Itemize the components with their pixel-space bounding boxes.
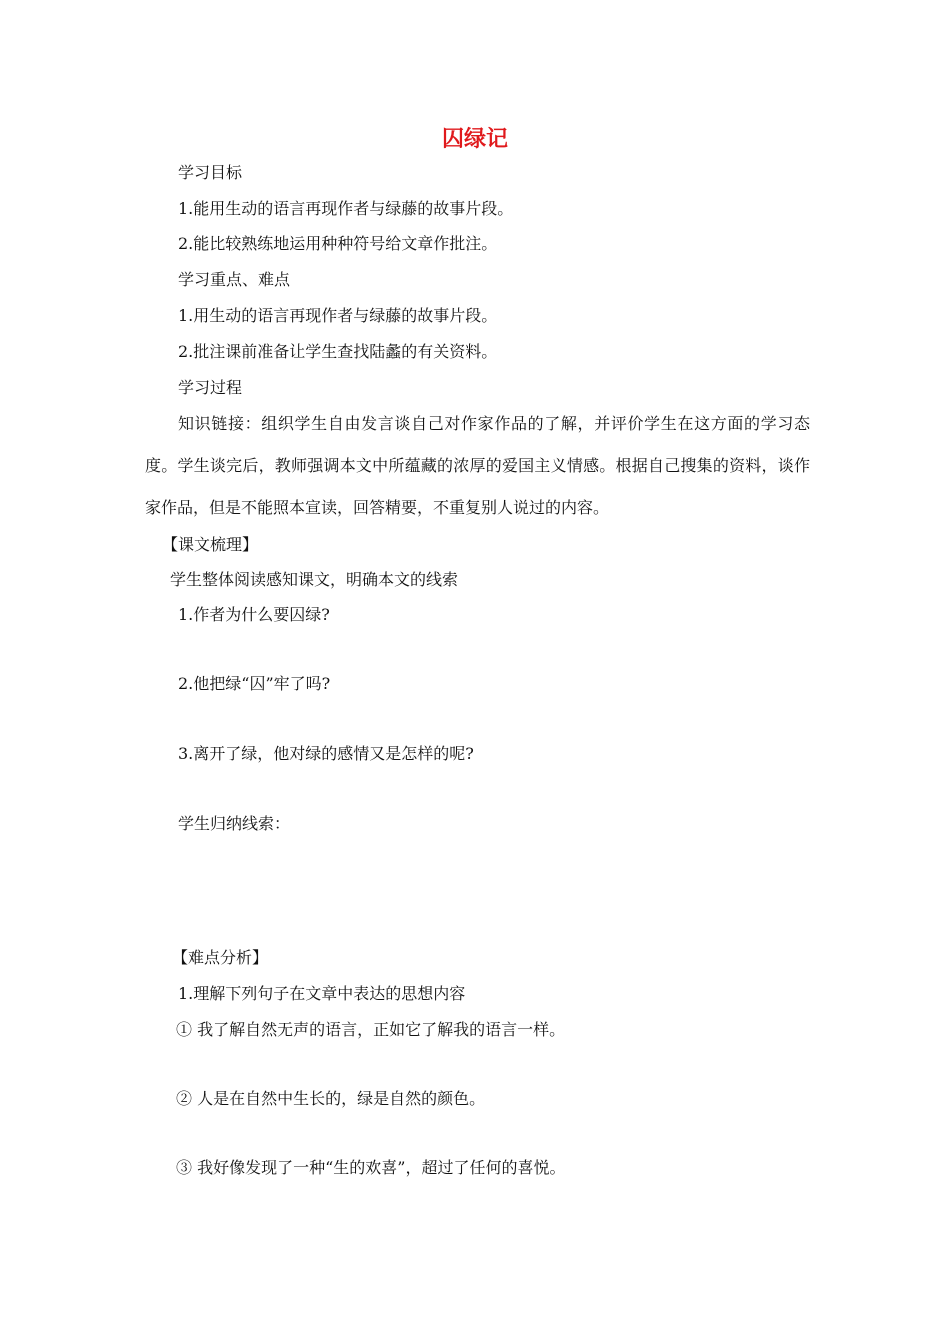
process-heading: 学习过程 (178, 378, 243, 397)
page-title: 囚绿记 (441, 127, 508, 152)
question-item: 3.离开了绿，他对绿的感情又是怎样的呢? (178, 744, 474, 763)
clue-summary-prompt: 学生归纳线索： (178, 814, 291, 833)
text-review-intro: 学生整体阅读感知课文，明确本文的线索 (170, 570, 459, 589)
knowledge-link-paragraph (145, 403, 810, 529)
analysis-instruction: 1.理解下列句子在文章中表达的思想内容 (178, 984, 466, 1003)
question-item: 1.作者为什么要囚绿? (178, 605, 330, 624)
analysis-heading: 【难点分析】 (172, 948, 269, 967)
key-points-heading: 学习重点、难点 (178, 270, 291, 289)
goal-item: 2.能比较熟练地运用种种符号给文章作批注。 (178, 234, 498, 253)
analysis-sentence: ③ 我好像发现了一种“生的欢喜”，超过了任何的喜悦。 (176, 1158, 566, 1177)
text-review-heading: 【课文梳理】 (162, 535, 259, 554)
goal-item: 1.能用生动的语言再现作者与绿藤的故事片段。 (178, 199, 514, 218)
key-point-item: 1.用生动的语言再现作者与绿藤的故事片段。 (178, 306, 498, 325)
analysis-sentence: ① 我了解自然无声的语言，正如它了解我的语言一样。 (176, 1020, 566, 1039)
question-item: 2.他把绿“囚”牢了吗? (178, 674, 331, 693)
goals-heading: 学习目标 (178, 163, 243, 182)
knowledge-link-text: 知识链接：组织学生自由发言谈自己对作家作品的了解，并评价学生在这方面的学习态度。学生谈完后，教师强调本文中所蕴藏的浓厚的爱国主义情感。根据自己搜集的资料，谈作家作品，但是不能照本宣读，回答精要，不重复别人说过的内容。 (145, 414, 810, 517)
analysis-sentence: ② 人是在自然中生长的，绿是自然的颜色。 (176, 1089, 486, 1108)
key-point-item: 2.批注课前准备让学生查找陆蠡的有关资料。 (178, 342, 498, 361)
